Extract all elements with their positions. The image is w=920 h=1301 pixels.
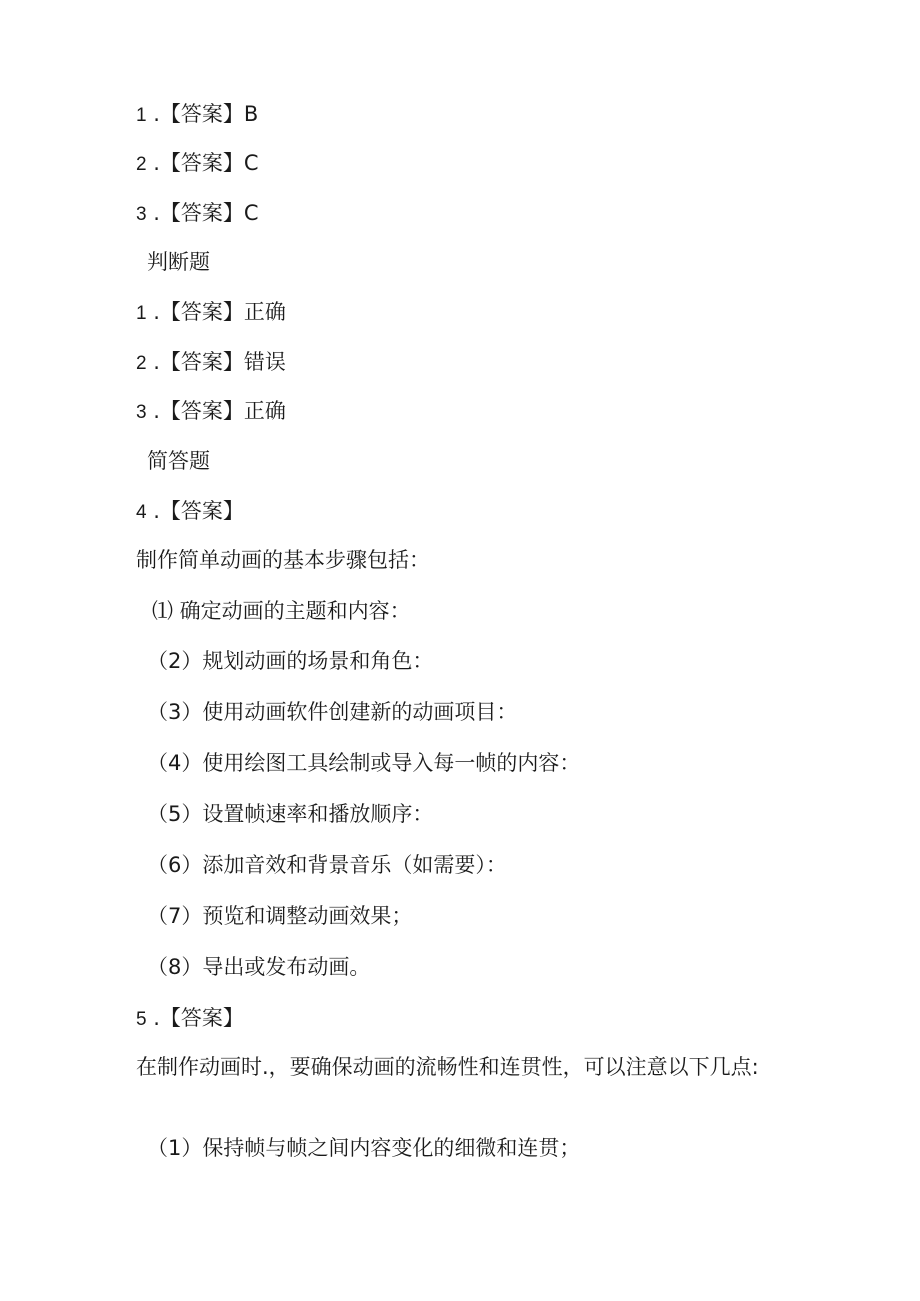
answer-number: 2 bbox=[136, 154, 147, 175]
answer-number: 1 bbox=[136, 105, 147, 126]
q4-intro: 制作简单动画的基本步骤包括： bbox=[136, 548, 430, 572]
answer-text: .【答案】 bbox=[146, 499, 244, 523]
answer-text: .【答案】 bbox=[146, 1006, 244, 1030]
q5-intro: 在制作动画时.，要确保动画的流畅性和连贯性，可以注意以下几点: bbox=[136, 1055, 759, 1079]
choice-answer-3 bbox=[136, 198, 259, 230]
answer-text: .【答案】C bbox=[146, 201, 259, 225]
q4-step-7: （7）预览和调整动画效果； bbox=[147, 904, 413, 928]
q4-step-5: （5）设置帧速率和播放顺序： bbox=[147, 802, 434, 826]
answer-text: .【答案】错误 bbox=[146, 350, 286, 374]
section-heading-judge: 判断题 bbox=[147, 250, 210, 274]
q4-answer-label bbox=[136, 496, 244, 528]
answer-text: .【答案】B bbox=[146, 102, 259, 126]
q4-step-2: （2）规划动画的场景和角色： bbox=[147, 649, 434, 673]
q4-step-3: （3）使用动画软件创建新的动画项目： bbox=[147, 700, 518, 724]
q5-answer-label bbox=[136, 1003, 244, 1035]
answer-text: .【答案】C bbox=[146, 151, 259, 175]
choice-answer-1 bbox=[136, 99, 258, 131]
answer-number: 2 bbox=[136, 353, 147, 374]
answer-text: .【答案】正确 bbox=[146, 300, 286, 324]
section-heading-short: 简答题 bbox=[147, 449, 210, 473]
q5-step-1: （1）保持帧与帧之间内容变化的细微和连贯； bbox=[147, 1136, 581, 1160]
q4-step-4: （4）使用绘图工具绘制或导入每一帧的内容： bbox=[147, 751, 581, 775]
choice-answer-2 bbox=[136, 148, 259, 180]
q4-step-1: ⑴ 确定动画的主题和内容： bbox=[152, 599, 411, 623]
answer-number: 5 bbox=[136, 1009, 147, 1030]
answer-number: 1 bbox=[136, 303, 147, 324]
answer-text: .【答案】正确 bbox=[146, 399, 286, 423]
q4-step-8: （8）导出或发布动画。 bbox=[147, 955, 371, 979]
answer-number: 3 bbox=[136, 204, 147, 225]
answer-number: 3 bbox=[136, 402, 147, 423]
q4-step-6: （6）添加音效和背景音乐（如需要）： bbox=[147, 853, 507, 877]
answer-number: 4 bbox=[136, 502, 147, 523]
judge-answer-3 bbox=[136, 396, 286, 428]
judge-answer-2 bbox=[136, 347, 286, 379]
judge-answer-1 bbox=[136, 297, 286, 329]
